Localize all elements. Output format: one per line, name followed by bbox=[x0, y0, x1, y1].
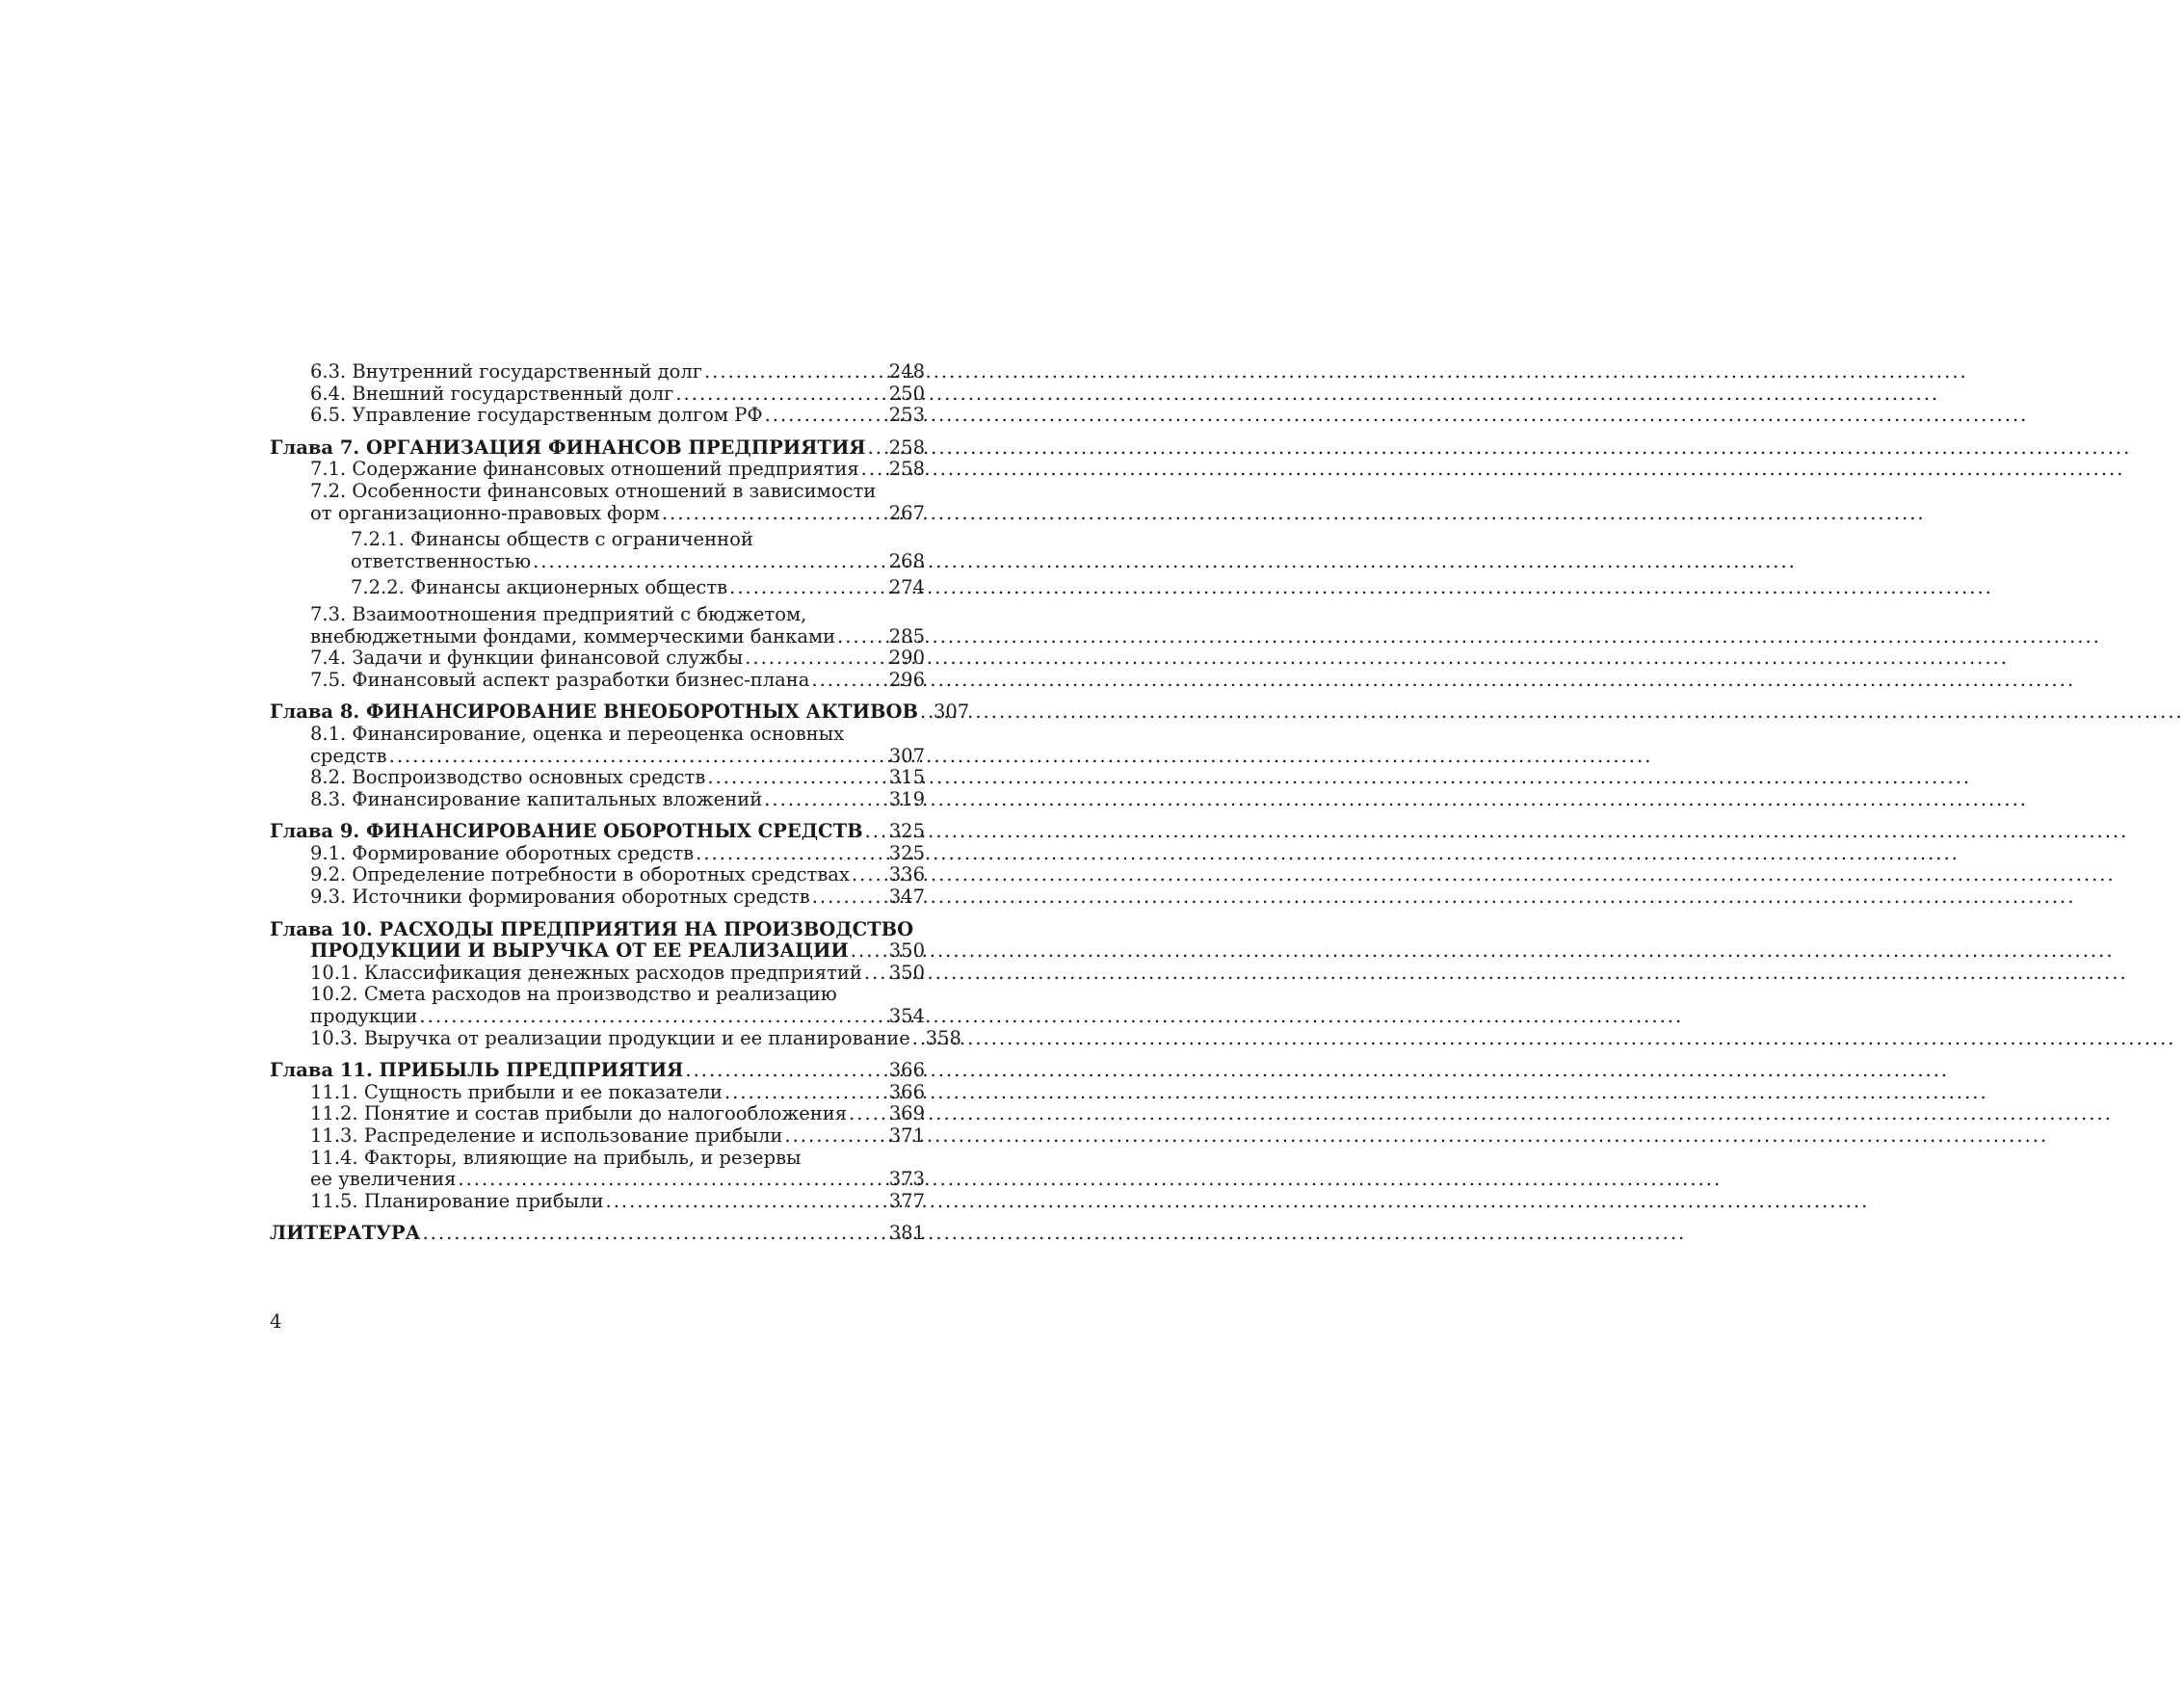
leader-dots bbox=[662, 503, 887, 525]
toc-entry-page: 319 bbox=[888, 787, 925, 810]
toc-chapter-9 bbox=[270, 821, 925, 843]
toc-entry-8-3 bbox=[270, 789, 925, 811]
leader-dots bbox=[685, 1060, 886, 1082]
toc-chapter-11 bbox=[270, 1060, 925, 1082]
leader-dots bbox=[707, 767, 886, 789]
toc-literature-page: 381 bbox=[888, 1222, 925, 1245]
toc-entry-page: 325 bbox=[888, 841, 925, 864]
toc-entry-9-3 bbox=[270, 886, 925, 909]
toc-entry-page: 285 bbox=[888, 624, 925, 647]
toc-entry-10-1 bbox=[270, 963, 925, 985]
leader-dots bbox=[865, 821, 887, 843]
toc-entry-page: 354 bbox=[888, 1005, 925, 1028]
leader-dots bbox=[920, 701, 932, 724]
leader-dots bbox=[696, 843, 887, 865]
chapter-label: Глава 11. bbox=[270, 1059, 373, 1082]
toc-entry-title-cont: продукции bbox=[310, 1005, 418, 1028]
toc-entry-9-1 bbox=[270, 843, 925, 865]
page-number: 4 bbox=[270, 1310, 282, 1333]
leader-dots bbox=[861, 459, 887, 481]
toc-entry-7-5 bbox=[270, 670, 925, 692]
chapter-name: ФИНАНСИРОВАНИЕ ВНЕОБОРОТНЫХ АКТИВОВ bbox=[365, 700, 918, 724]
leader-dots bbox=[458, 1169, 886, 1191]
toc-entry-title: 11.1. Сущность прибыли и ее показатели bbox=[310, 1080, 723, 1103]
toc-entry-6-3 bbox=[270, 361, 925, 383]
toc-entry-7-2-1 bbox=[270, 551, 925, 573]
toc-entry-page: 373 bbox=[888, 1168, 925, 1191]
toc-entry-title: 7.2.1. Финансы обществ с ограниченной bbox=[351, 528, 753, 551]
toc-entry-title: 6.5. Управление государственным долгом РФ bbox=[310, 404, 763, 427]
toc-entry-7-2-1-line1 bbox=[270, 529, 925, 551]
toc-entry-title: 7.2.2. Финансы акционерных обществ bbox=[351, 576, 728, 599]
toc-entry-title: 11.5. Планирование прибыли bbox=[310, 1189, 604, 1212]
toc-entry-8-1-line1 bbox=[270, 724, 925, 746]
toc-entry-page: 369 bbox=[888, 1102, 925, 1125]
toc-chapter-title bbox=[270, 437, 866, 460]
toc-entry-title: 7.5. Финансовый аспект разработки бизнес-плана bbox=[310, 668, 810, 691]
toc-entry-title: 7.2. Особенности финансовых отношений в зависимости bbox=[310, 479, 877, 502]
toc-entry-title: 6.4. Внешний государственный долг bbox=[310, 382, 674, 405]
leader-dots bbox=[849, 1103, 887, 1125]
toc-entry-11-3 bbox=[270, 1125, 925, 1148]
chapter-name: ОРГАНИЗАЦИЯ ФИНАНСОВ ПРЕДПРИЯТИЯ bbox=[365, 436, 866, 459]
toc-entry-7-3 bbox=[270, 626, 925, 648]
toc-entry-11-2 bbox=[270, 1103, 925, 1125]
toc-entry-title: 7.4. Задачи и функции финансовой службы bbox=[310, 647, 744, 670]
toc-chapter-page: 325 bbox=[888, 820, 925, 843]
toc-entry-title: 6.3. Внутренний государственный долг bbox=[310, 360, 702, 383]
toc-entry-page: 296 bbox=[888, 668, 925, 691]
toc-chapter-page: 258 bbox=[888, 436, 925, 459]
toc-entry-page: 366 bbox=[888, 1080, 925, 1103]
toc-entry-title-cont: средств bbox=[310, 744, 387, 767]
leader-dots bbox=[864, 963, 887, 985]
toc-chapter-10-line1 bbox=[270, 919, 925, 941]
leader-dots bbox=[745, 647, 887, 670]
toc-entry-7-3-line1 bbox=[270, 604, 925, 626]
leader-dots bbox=[852, 864, 887, 886]
toc-entry-page: 268 bbox=[888, 549, 925, 572]
toc-entry-7-2 bbox=[270, 503, 925, 525]
toc-entry-11-4 bbox=[270, 1169, 925, 1191]
toc-entry-page: 307 bbox=[888, 744, 925, 767]
chapter-name: ПРИБЫЛЬ ПРЕДПРИЯТИЯ bbox=[379, 1059, 684, 1082]
leader-dots bbox=[811, 670, 886, 692]
chapter-name: РАСХОДЫ ПРЕДПРИЯТИЯ НА ПРОИЗВОДСТВО bbox=[379, 917, 914, 940]
toc-chapter-title-cont: ПРОДУКЦИИ И ВЫРУЧКА ОТ ЕЕ РЕАЛИЗАЦИИ bbox=[310, 939, 849, 963]
toc-chapter-page: 307 bbox=[933, 700, 970, 724]
leader-dots bbox=[765, 405, 887, 427]
leader-dots bbox=[868, 437, 887, 460]
leader-dots bbox=[729, 577, 887, 599]
toc-entry-title: 8.1. Финансирование, оценка и переоценка основных bbox=[310, 722, 845, 745]
toc-entry-title: 10.2. Смета расходов на производство и реализацию bbox=[310, 983, 837, 1006]
toc-entry-10-2-line1 bbox=[270, 984, 925, 1006]
toc-entry-title: 10.1. Классификация денежных расходов предприятий bbox=[310, 961, 862, 984]
toc-entry-8-2 bbox=[270, 767, 925, 789]
toc-entry-page: 371 bbox=[888, 1124, 925, 1147]
toc-chapter-title bbox=[270, 1060, 683, 1082]
toc-entry-page: 248 bbox=[888, 360, 925, 383]
toc-entry-title-cont: ее увеличения bbox=[310, 1168, 457, 1191]
toc-literature-title: ЛИТЕРАТУРА bbox=[270, 1222, 421, 1245]
toc-chapter-title bbox=[270, 821, 863, 843]
toc-entry-title: 10.3. Выручка от реализации продукции и ее планирование bbox=[310, 1026, 910, 1049]
toc-chapter-8 bbox=[270, 700, 970, 724]
toc-entry-6-5 bbox=[270, 405, 925, 427]
leader-dots bbox=[764, 789, 887, 811]
leader-dots bbox=[419, 1006, 886, 1028]
table-of-contents bbox=[270, 360, 970, 1245]
leader-dots bbox=[837, 626, 887, 648]
leader-dots bbox=[784, 1125, 886, 1148]
toc-entry-page: 377 bbox=[888, 1189, 925, 1212]
toc-entry-page: 347 bbox=[888, 885, 925, 909]
toc-entry-title: 9.3. Источники формирования оборотных средств bbox=[310, 885, 810, 909]
toc-entry-page: 258 bbox=[888, 458, 925, 481]
toc-entry-title: 11.4. Факторы, влияющие на прибыль, и резервы bbox=[310, 1146, 802, 1169]
toc-entry-11-5 bbox=[270, 1191, 925, 1213]
leader-dots bbox=[675, 383, 886, 406]
leader-dots bbox=[851, 940, 887, 963]
toc-chapter-page: 350 bbox=[888, 939, 925, 963]
toc-entry-11-4-line1 bbox=[270, 1148, 925, 1170]
leader-dots bbox=[812, 886, 887, 909]
toc-entry-8-1 bbox=[270, 746, 925, 768]
toc-entry-9-2 bbox=[270, 864, 925, 886]
toc-entry-title: 9.2. Определение потребности в оборотных средствах bbox=[310, 863, 850, 886]
toc-entry-7-2-2 bbox=[270, 577, 925, 599]
chapter-label: Глава 8. bbox=[270, 700, 360, 724]
toc-entry-title-cont: от организационно-правовых форм bbox=[310, 501, 660, 524]
toc-entry-page: 250 bbox=[888, 382, 925, 405]
toc-entry-7-4 bbox=[270, 647, 925, 670]
toc-entry-title: 7.3. Взаимоотношения предприятий с бюджетом, bbox=[310, 602, 807, 625]
toc-entry-title-cont: внебюджетными фондами, коммерческими банками bbox=[310, 624, 836, 647]
toc-literature bbox=[270, 1223, 925, 1245]
leader-dots bbox=[389, 746, 887, 768]
toc-entry-11-1 bbox=[270, 1082, 925, 1104]
toc-chapter-title bbox=[270, 919, 913, 941]
toc-entry-title: 11.2. Понятие и состав прибыли до налогообложения bbox=[310, 1102, 848, 1125]
toc-entry-title: 7.1. Содержание финансовых отношений предприятия bbox=[310, 458, 859, 481]
toc-entry-10-3 bbox=[270, 1026, 961, 1050]
chapter-label: Глава 9. bbox=[270, 820, 360, 843]
chapter-label: Глава 7. bbox=[270, 436, 360, 459]
toc-chapter-title bbox=[270, 701, 918, 724]
toc-chapter-10 bbox=[270, 940, 925, 963]
toc-entry-page: 315 bbox=[888, 766, 925, 789]
toc-entry-page: 274 bbox=[888, 576, 925, 599]
toc-entry-page: 290 bbox=[888, 647, 925, 670]
leader-dots bbox=[533, 551, 887, 573]
leader-dots bbox=[912, 1028, 924, 1050]
toc-entry-title-cont: ответственностью bbox=[351, 549, 532, 572]
leader-dots bbox=[606, 1191, 887, 1213]
leader-dots bbox=[422, 1223, 886, 1245]
toc-chapter-page: 366 bbox=[888, 1059, 925, 1082]
toc-entry-page: 253 bbox=[888, 404, 925, 427]
toc-entry-title: 11.3. Распределение и использование прибыли bbox=[310, 1124, 783, 1147]
toc-entry-page: 350 bbox=[888, 961, 925, 984]
toc-entry-page: 336 bbox=[888, 863, 925, 886]
toc-entry-title: 8.2. Воспроизводство основных средств bbox=[310, 766, 706, 789]
toc-entry-title: 9.1. Формирование оборотных средств bbox=[310, 841, 695, 864]
toc-entry-6-4 bbox=[270, 383, 925, 406]
toc-entry-7-1 bbox=[270, 459, 925, 481]
toc-chapter-7 bbox=[270, 437, 925, 460]
chapter-label: Глава 10. bbox=[270, 917, 373, 940]
toc-entry-title: 8.3. Финансирование капитальных вложений bbox=[310, 787, 763, 810]
toc-entry-page: 267 bbox=[888, 501, 925, 524]
toc-entry-7-2-line1 bbox=[270, 481, 925, 503]
toc-entry-10-2 bbox=[270, 1006, 925, 1028]
leader-dots bbox=[704, 361, 887, 383]
leader-dots bbox=[724, 1082, 887, 1104]
toc-entry-page: 358 bbox=[925, 1026, 961, 1049]
chapter-name: ФИНАНСИРОВАНИЕ ОБОРОТНЫХ СРЕДСТВ bbox=[365, 820, 863, 843]
